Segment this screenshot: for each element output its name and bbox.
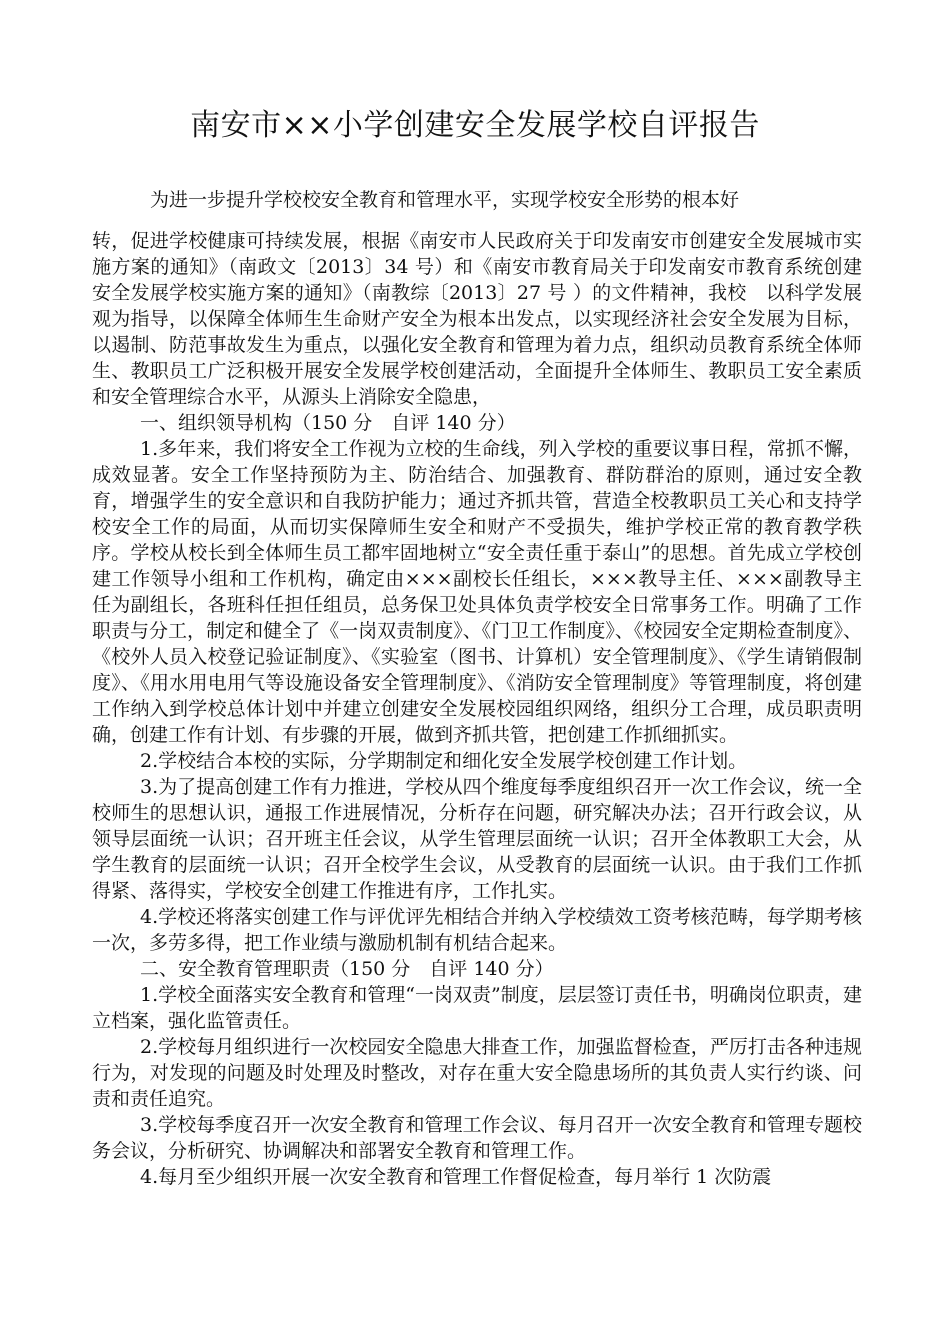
document-body xyxy=(92,228,862,1190)
document-title: 南安市××小学创建安全发展学校自评报告 xyxy=(190,108,760,143)
section2-item-1: 1.学校全面落实安全教育和管理“一岗双责”制度，层层签订责任书，明确岗位职责，建立档案，强化监管责任。 xyxy=(92,984,862,1032)
intro-paragraph: 转，促进学校健康可持续发展，根据《南安市人民政府关于印发南安市创建安全发展城市实施方案的通知》（南政文〔2013〕34 号）和《南安市教育局关于印发南安市教育系统创建安全发展学校实施方案的通知》（南教综〔2013〕27 号 ）的文件精神，我校 以科学发展观为指导，以保障全体师生生命财产安全为根本出发点，以实现经济社会安全发展为目标，以遏制、防范事故发生为重点，以强化安全教育和管理为着力点，组织动员教育系统全体师生、教职员工广泛积极开展安全发展学校创建活动，全面提升全体师生、教职员工安全素质和安全管理综合水平，从源头上消除安全隐患， xyxy=(92,230,862,408)
section1-item-1: 1.多年来，我们将安全工作视为立校的生命线，列入学校的重要议事日程，常抓不懈，成效显著。安全工作坚持预防为主、防治结合、加强教育、群防群治的原则，通过安全教育，增强学生的安全意识和自我防护能力；通过齐抓共管，营造全校教职员工关心和支持学校安全工作的局面，从而切实保障师生安全和财产不受损失，维护学校正常的教育教学秩序。学校从校长到全体师生员工都牢固地树立“安全责任重于泰山”的思想。首先成立学校创建工作领导小组和工作机构，确定由×××副校长任组长，×××教导主任、×××副教导主任为副组长，各班科任担任组员，总务保卫处具体负责学校安全日常事务工作。明确了工作职责与分工，制定和健全了《一岗双责制度》、《门卫工作制度》、《校园安全定期检查制度》、《校外人员入校登记验证制度》、《实验室（图书、计算机）安全管理制度》、《学生请销假制度》、《用水用电用气等设施设备安全管理制度》、《消防安全管理制度》等管理制度，将创建工作纳入到学校总体计划中并建立创建安全发展校园组织网络，组织分工合理，成员职责明确，创建工作有计划、有步骤的开展，做到齐抓共管，把创建工作抓细抓实。 xyxy=(92,438,862,746)
section2-item-3: 3.学校每季度召开一次安全教育和管理工作会议、每月召开一次安全教育和管理专题校务会议，分析研究、协调解决和部署安全教育和管理工作。 xyxy=(92,1114,862,1162)
section1-item-4: 4.学校还将落实创建工作与评优评先相结合并纳入学校绩效工资考核范畴，每学期考核一次，多劳多得，把工作业绩与激励机制有机结合起来。 xyxy=(92,906,862,954)
section-heading-1: 一、组织领导机构（150 分 自评 140 分） xyxy=(140,412,516,434)
intro-first-line: 为进一步提升学校校安全教育和管理水平，实现学校安全形势的根本好 xyxy=(150,189,740,211)
section2-item-2: 2.学校每月组织进行一次校园安全隐患大排查工作，加强监督检查，严厉打击各种违规行为，对发现的问题及时处理及时整改，对存在重大安全隐患场所的其负责人实行约谈、问责和责任追究。 xyxy=(92,1036,862,1110)
section-heading-2: 二、安全教育管理职责（150 分 自评 140 分） xyxy=(140,958,554,980)
section2-item-4: 4.每月至少组织开展一次安全教育和管理工作督促检查，每月举行 1 次防震 xyxy=(140,1166,772,1188)
section1-item-2: 2.学校结合本校的实际，分学期制定和细化安全发展学校创建工作计划。 xyxy=(140,750,748,772)
section1-item-3: 3.为了提高创建工作有力推进，学校从四个维度每季度组织召开一次工作会议，统一全校师生的思想认识，通报工作进展情况，分析存在问题，研究解决办法；召开行政会议，从领导层面统一认识；召开班主任会议，从学生管理层面统一认识；召开全体教职工大会，从学生教育的层面统一认识；召开全校学生会议，从受教育的层面统一认识。由于我们工作抓得紧、落得实，学校安全创建工作推进有序，工作扎实。 xyxy=(92,776,862,902)
